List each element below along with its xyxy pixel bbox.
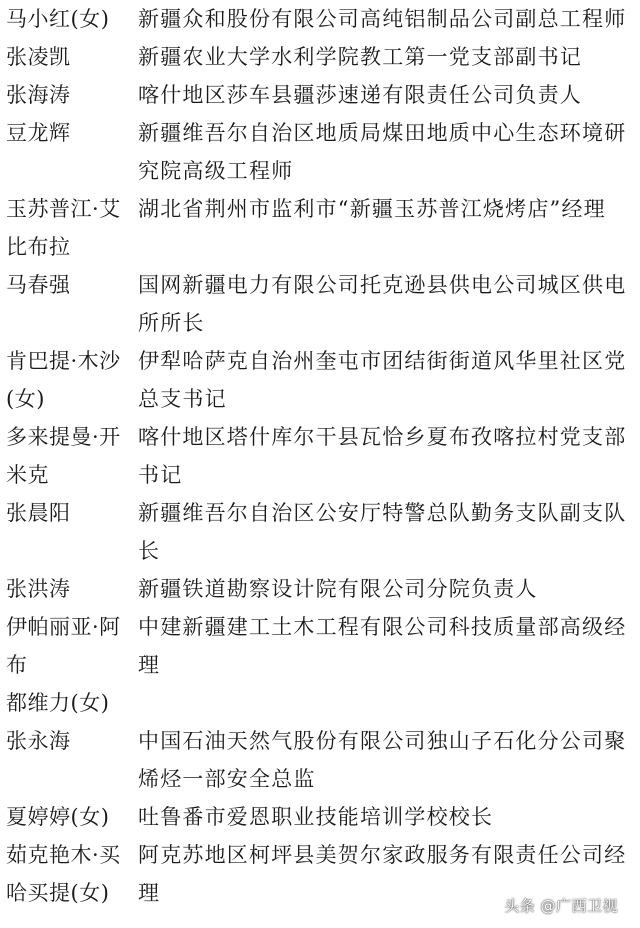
list-item [0,0,640,38]
person-title: 喀什地区塔什库尔干县瓦恰乡夏布孜喀拉村党支部书记 [138,425,627,487]
person-name: 茹克艳木·买 哈买提(女) [6,843,121,905]
source-watermark: 头条 @广西卫视 [504,897,618,915]
person-name: 多来提曼·开 米克 [6,425,121,487]
person-title: 新疆铁道勘察设计院有限公司分院负责人 [138,577,538,601]
person-title: 湖北省荆州市监利市“新疆玉苏普江烧烤店”经理 [138,197,606,221]
person-name: 张永海 [6,729,71,753]
person-title: 新疆农业大学水利学院教工第一党支部副书记 [138,45,582,69]
list-item [0,608,640,722]
person-title: 阿克苏地区柯坪县美贺尔家政服务有限责任公司经理 [138,843,627,905]
person-name: 马春强 [6,273,71,297]
list-item [0,190,640,266]
person-name: 马小红(女) [6,7,110,31]
person-title: 新疆众和股份有限公司高纯铝制品公司副总工程师 [138,7,627,31]
person-name: 肯巴提·木沙 (女) [6,349,121,411]
person-name: 张晨阳 [6,501,71,525]
list-item [0,76,640,114]
person-title: 中国石油天然气股份有限公司独山子石化分公司聚烯烃一部安全总监 [138,729,627,791]
list-item [0,722,640,798]
list-item [0,798,640,836]
person-title: 中建新疆建工土木工程有限公司科技质量部高级经理 [138,615,627,677]
person-title: 新疆维吾尔自治区公安厅特警总队勤务支队副支队长 [138,501,627,563]
person-name: 玉苏普江·艾 比布拉 [6,197,121,259]
list-item [0,266,640,342]
person-name: 夏婷婷(女) [6,805,110,829]
person-title: 吐鲁番市爱恩职业技能培训学校校长 [138,805,494,829]
list-item [0,114,640,190]
list-item [0,38,640,76]
person-title: 国网新疆电力有限公司托克逊县供电公司城区供电所所长 [138,273,627,335]
list-item [0,342,640,418]
person-name: 张洪涛 [6,577,71,601]
person-title: 伊犁哈萨克自治州奎屯市团结街街道风华里社区党总支书记 [138,349,627,411]
list-item [0,418,640,494]
person-name: 张凌凯 [6,45,71,69]
person-name: 豆龙辉 [6,121,71,145]
person-name: 张海涛 [6,83,71,107]
person-title: 新疆维吾尔自治区地质局煤田地质中心生态环境研究院高级工程师 [138,121,627,183]
person-name: 伊帕丽亚·阿布 都维力(女) [6,615,121,715]
list-item [0,570,640,608]
person-title: 喀什地区莎车县疆莎速递有限责任公司负责人 [138,83,582,107]
list-item [0,494,640,570]
